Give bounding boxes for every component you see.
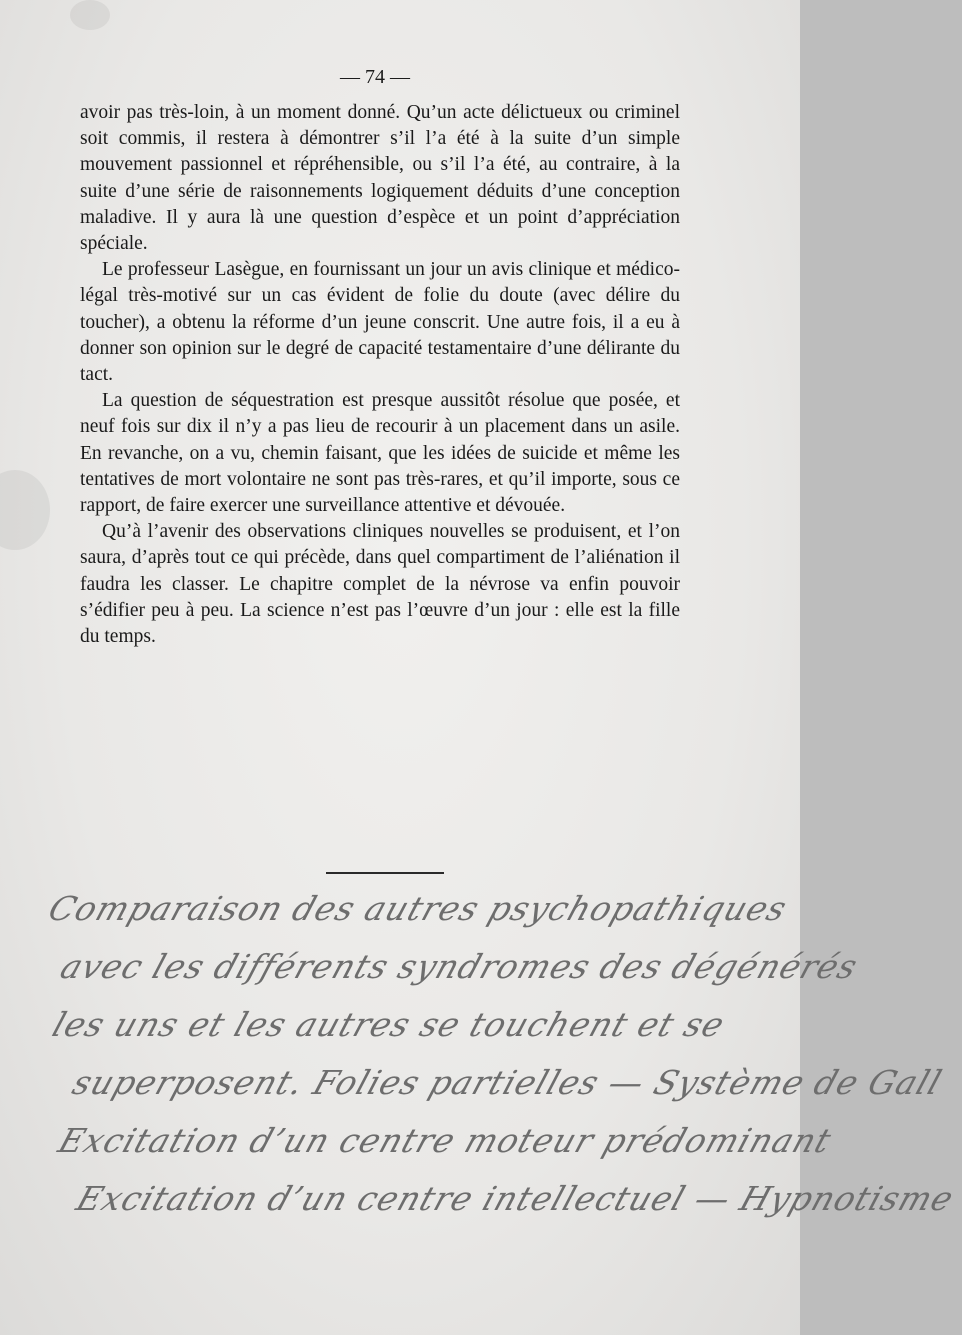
paper-stain xyxy=(70,0,110,30)
paragraph: Le professeur Lasègue, en fournissant un jour un avis clinique et médico-légal très-motivé sur un cas évident de folie du doute (avec délire du toucher), a obtenu la réforme d’un jeune conscrit. Une autre fois, il a eu à donner son opinion sur le degré de capacité testamentaire d’une délirante du tact. xyxy=(80,259,680,386)
handwritten-line: les uns et les autres se touchent et se xyxy=(47,1005,730,1044)
paragraph: avoir pas très-loin, à un moment donné. Qu’un acte délictueux ou criminel soit commis, il restera à démontrer s’il l’a été à la suite d’un simple mouvement passionnel et répréhensible, ou s’il l’a été, au contraire, à la suite d’une série de raisonnements logiquement déduits d’une conception maladive. Il y aura là une question d’espèce et un point d’appréciation spéciale. xyxy=(80,102,680,255)
page-number: — 74 — xyxy=(340,66,410,88)
handwritten-note xyxy=(40,880,960,1228)
paragraph: La question de séquestration est presque aussitôt résolue que posée, et neuf fois sur dix il n’y a pas lieu de recourir à un placement dans un asile. En revanche, on a vu, chemin faisant, que les idées de suicide et même les tentatives de mort volontaire ne sont pas très-rares, et qu’il importe, sous ce rapport, de faire exercer une surveillance attentive et dévouée. xyxy=(80,390,680,517)
handwritten-line: avec les différents syndromes des dégénérés xyxy=(55,947,863,986)
handwritten-line: Excitation d’un centre intellectuel — Hypnotisme xyxy=(71,1179,960,1218)
section-divider xyxy=(326,872,444,874)
paper-stain xyxy=(0,470,50,550)
paragraph: Qu’à l’avenir des observations cliniques nouvelles se produisent, et l’on saura, d’après tout ce qui précède, dans quel compartiment de l’aliénation il faudra les classer. Le chapitre complet de la névrose va enfin pouvoir s’édifier peu à peu. La science n’est pas l’œuvre d’un jour : elle est la fille du temps. xyxy=(80,521,680,648)
handwritten-line: Excitation d’un centre moteur prédominant xyxy=(53,1121,837,1160)
handwritten-line: Comparaison des autres psychopathiques xyxy=(43,889,793,928)
body-text xyxy=(80,100,680,650)
handwritten-line: superposent. Folies partielles — Système de Gall xyxy=(67,1063,948,1102)
